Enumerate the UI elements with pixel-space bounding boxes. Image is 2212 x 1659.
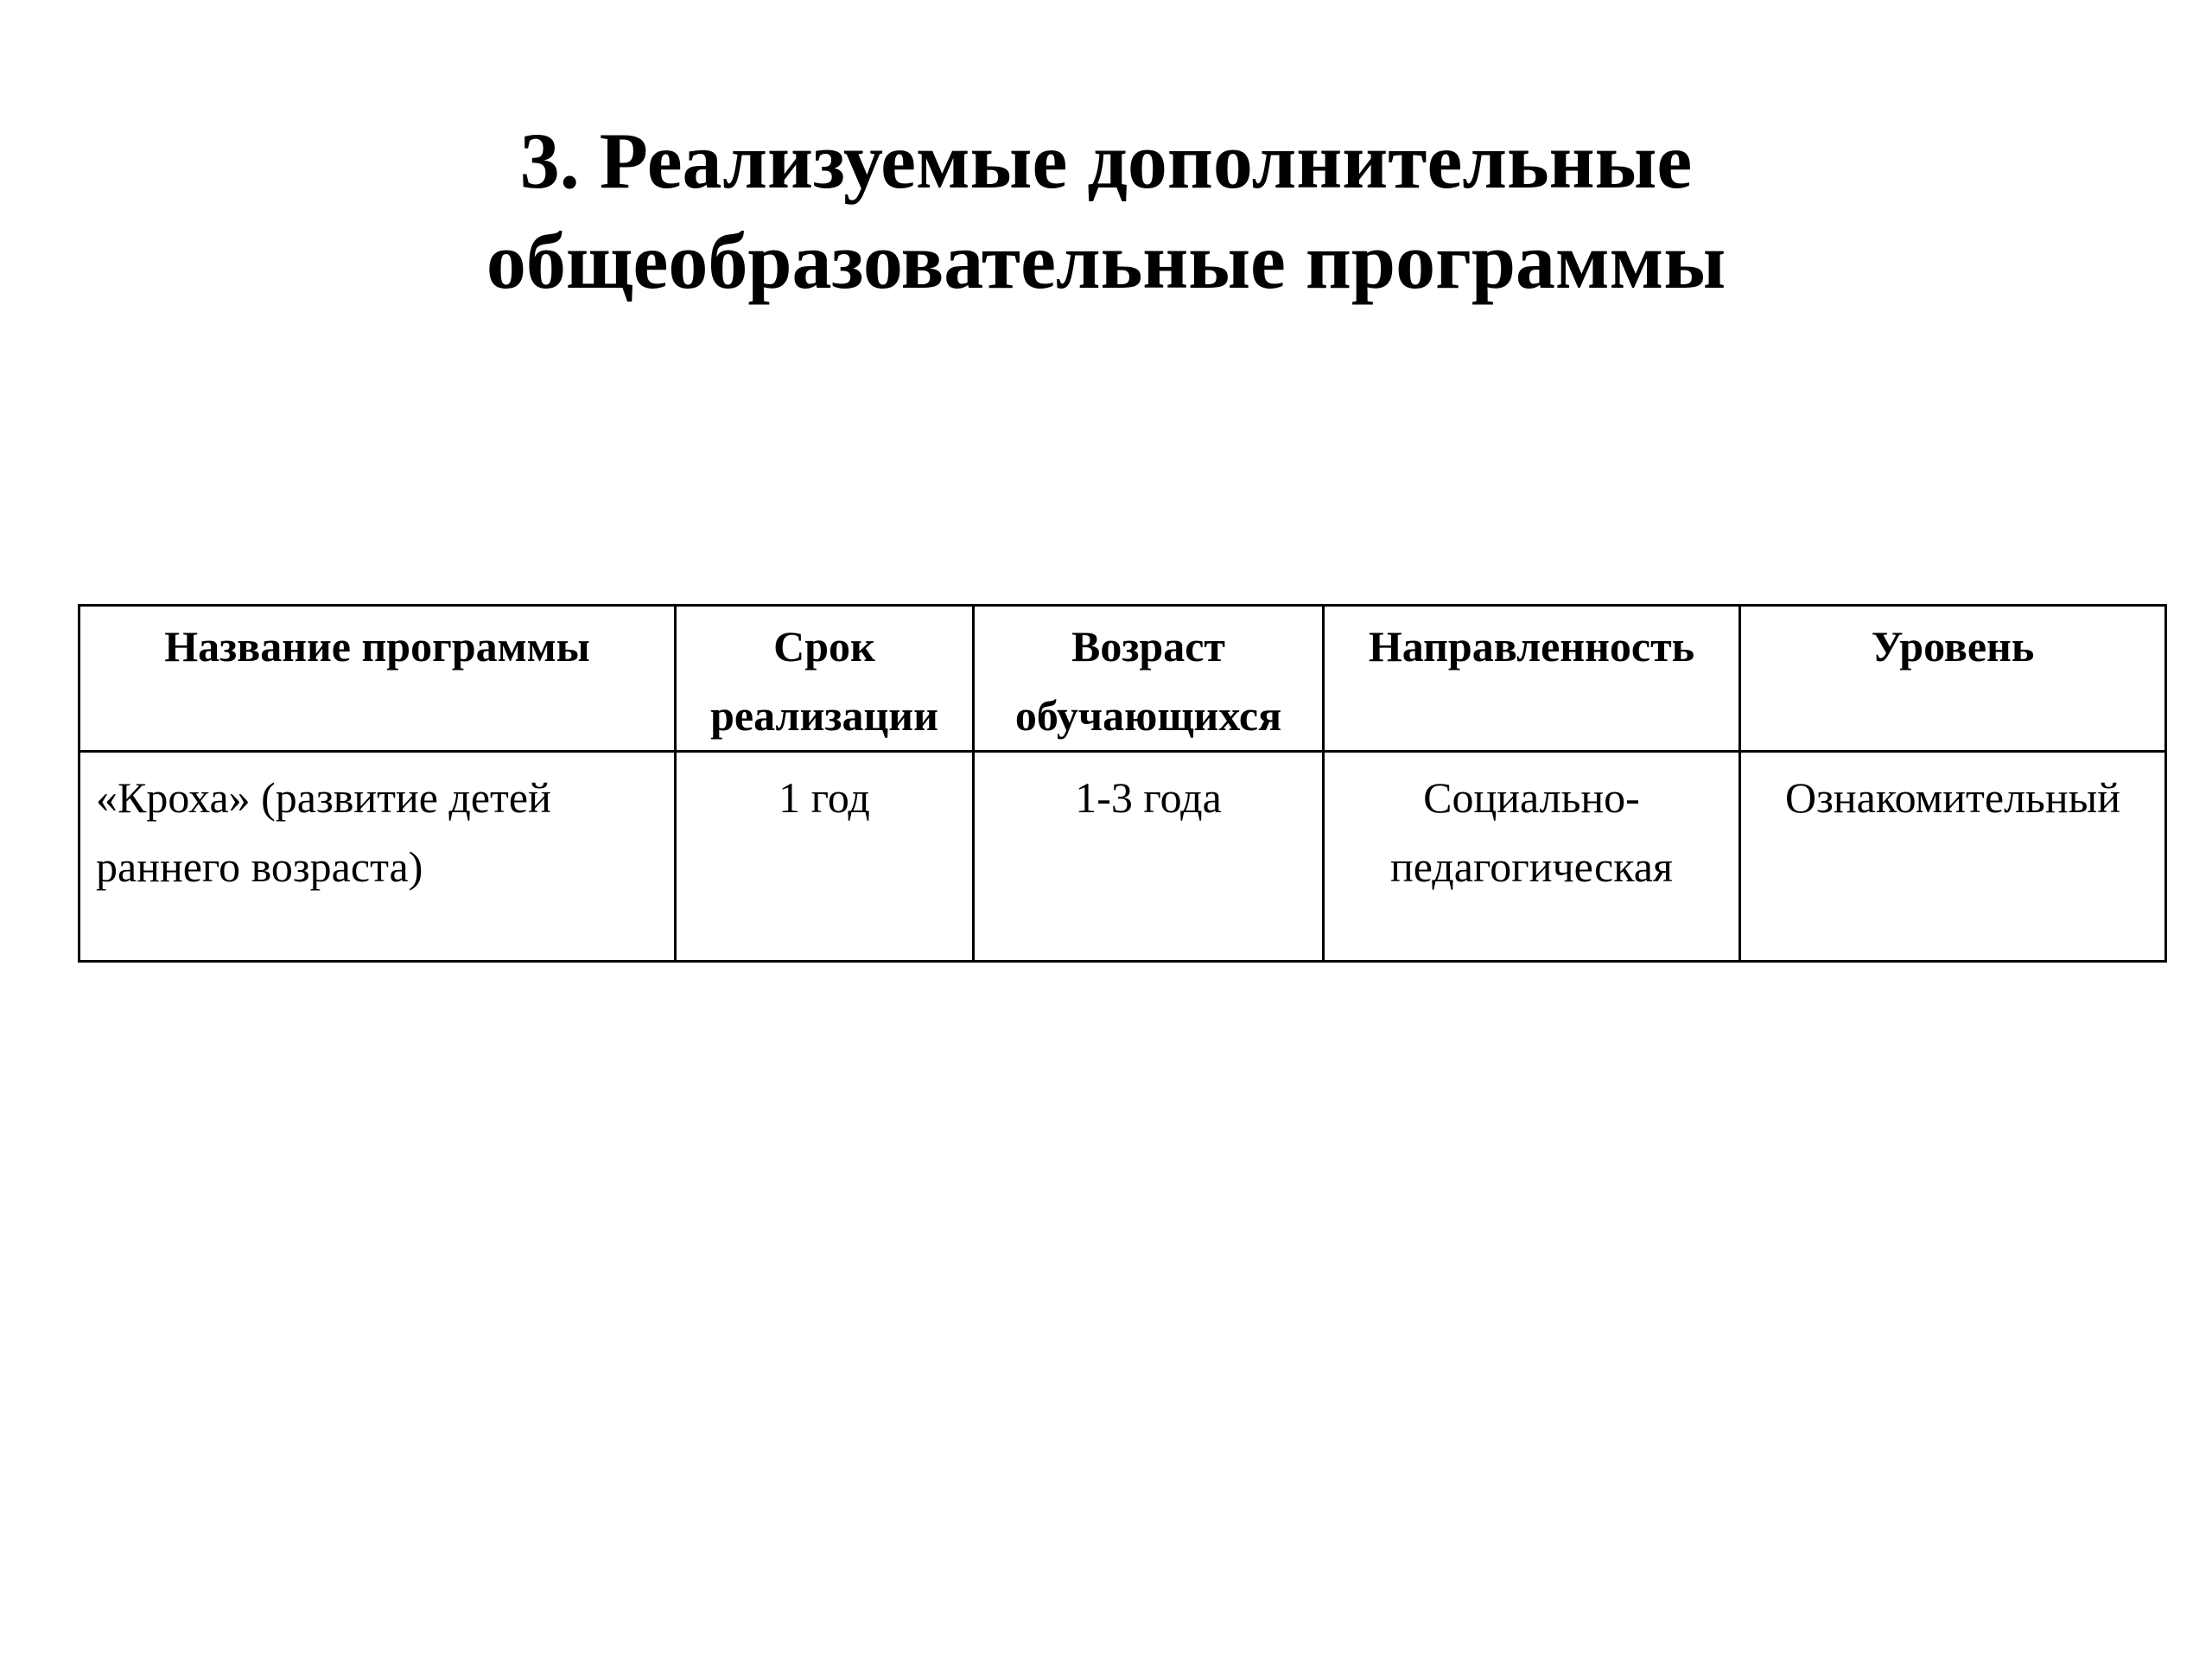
programs-table	[78, 604, 2167, 963]
table-row	[79, 752, 2166, 962]
slide-title-line-2: общеобразовательные программы	[486, 216, 1726, 305]
slide-title-line-1: 3. Реализуемые дополнительные	[519, 116, 1693, 205]
cell-student-age: 1-3 года	[974, 752, 1324, 962]
cell-level: Ознакомительный	[1740, 752, 2166, 962]
header-level: Уровень	[1740, 606, 2166, 752]
header-program-name: Название программы	[79, 606, 676, 752]
cell-direction: Социально-педагогическая	[1324, 752, 1740, 962]
cell-program-name: «Кроха» (развитие детей раннего возраста)	[79, 752, 676, 962]
table-header-row	[79, 606, 2166, 752]
cell-duration: 1 год	[676, 752, 974, 962]
header-student-age: Возраст обучающихся	[974, 606, 1324, 752]
header-direction: Направленность	[1324, 606, 1740, 752]
slide-title	[0, 111, 2212, 311]
header-duration: Срок реализации	[676, 606, 974, 752]
